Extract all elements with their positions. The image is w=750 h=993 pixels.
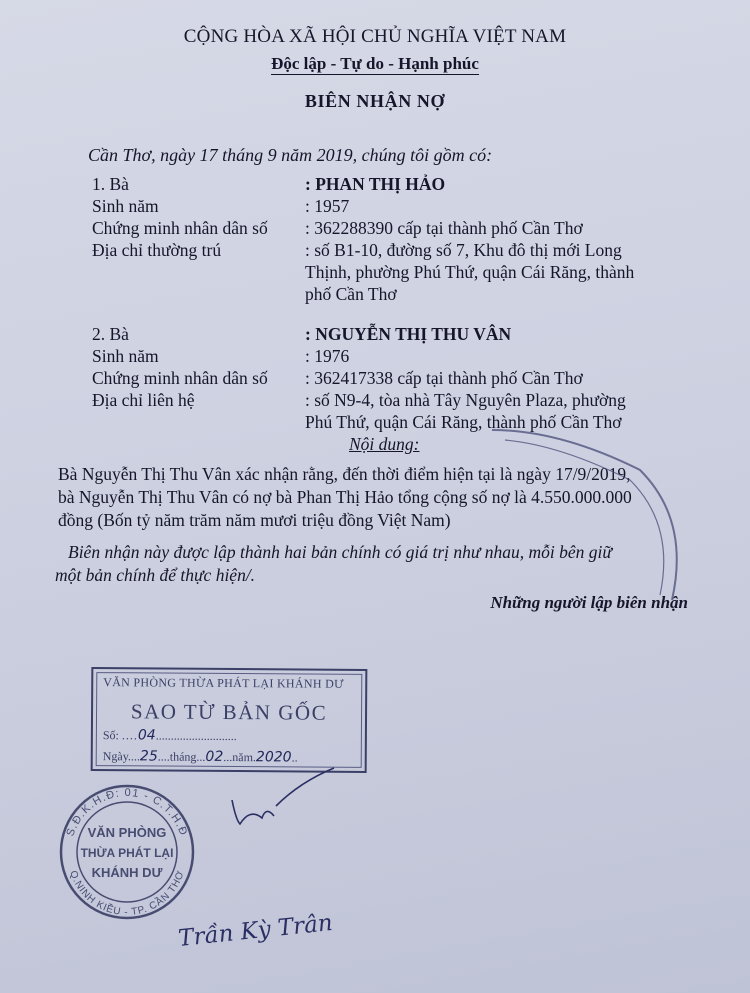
party2-address-line2: Phú Thứ, quận Cái Răng, thành phố Cần Thơ bbox=[305, 412, 622, 432]
document-title: BIÊN NHẬN NỢ bbox=[304, 91, 446, 111]
copy-stamp-date-row: Ngày....25....tháng...02...năm.2020.. bbox=[102, 748, 298, 766]
partial-seal-mark bbox=[492, 430, 677, 600]
content-heading: Nội dung: bbox=[349, 434, 420, 454]
party1-address-line2: Thịnh, phường Phú Thứ, quận Cái Răng, thành bbox=[305, 262, 635, 282]
national-name: CỘNG HÒA XÃ HỘI CHỦ NGHĨA VIỆT NAM bbox=[183, 26, 567, 47]
party1-label-address: Địa chỉ thường trú bbox=[92, 240, 222, 260]
signers-caption: Những người lập biên nhận bbox=[490, 593, 688, 612]
party1-address-line1: : số B1-10, đường số 7, Khu đô thị mới Long bbox=[305, 240, 622, 260]
party1-name: : PHAN THỊ HẢO bbox=[305, 174, 446, 194]
party2-birth: : 1976 bbox=[305, 346, 350, 366]
copy-stamp-title: SAO TỪ BẢN GỐC bbox=[130, 699, 328, 725]
copy-stamp-number-label: Số: bbox=[102, 728, 119, 743]
content-line-4: Biên nhận này được lập thành hai bản chính có giá trị như nhau, mỗi bên giữ bbox=[68, 542, 612, 562]
round-seal-outer-text: S.Đ.K.H.Đ: 01 - C.T.H.Đ bbox=[64, 786, 190, 838]
content-line-5: một bản chính để thực hiện/. bbox=[55, 565, 256, 585]
copy-stamp-month: 02 bbox=[205, 748, 224, 765]
content-line-3: đồng (Bốn tỷ năm trăm năm mươi triệu đồng Việt Nam) bbox=[58, 510, 451, 530]
party1-label-person: 1. Bà bbox=[92, 174, 129, 194]
party2-label-birth: Sinh năm bbox=[92, 346, 159, 366]
motto-text: Độc lập - Tự do - Hạnh phúc bbox=[271, 54, 479, 73]
party2-label-address: Địa chỉ liên hệ bbox=[92, 390, 195, 410]
copy-stamp-number-row: Số: ....04........................... bbox=[102, 727, 237, 744]
copy-stamp-year-label: năm bbox=[232, 750, 254, 765]
signature-strokes bbox=[232, 768, 334, 824]
copy-stamp-office: VĂN PHÒNG THỪA PHÁT LẠI KHÁNH DƯ bbox=[103, 675, 344, 691]
round-office-seal bbox=[61, 786, 193, 918]
party1-birth: : 1957 bbox=[305, 196, 350, 216]
party2-label-person: 2. Bà bbox=[92, 324, 129, 344]
party2-address-line1: : số N9-4, tòa nhà Tây Nguyên Plaza, phường bbox=[305, 390, 626, 410]
round-seal-line-1: VĂN PHÒNG bbox=[87, 825, 167, 840]
round-seal-line-2: THỪA PHÁT LẠI bbox=[80, 846, 174, 860]
notary-signature: Trần Kỳ Trân bbox=[177, 909, 334, 953]
intro-line: Cần Thơ, ngày 17 tháng 9 năm 2019, chúng tôi gồm có: bbox=[88, 145, 493, 165]
party1-address-line3: phố Cần Thơ bbox=[305, 284, 397, 304]
party1-label-birth: Sinh năm bbox=[92, 196, 159, 216]
copy-stamp-month-label: tháng bbox=[169, 749, 197, 764]
round-seal-line-3: KHÁNH DƯ bbox=[91, 865, 163, 880]
copy-stamp-year: 2020 bbox=[255, 749, 292, 766]
round-seal-bottom-text: Q.NINH KIỀU - TP. CẦN THƠ bbox=[67, 869, 187, 919]
copy-stamp-day: 25 bbox=[139, 748, 158, 765]
content-line-1: Bà Nguyễn Thị Thu Vân xác nhận rằng, đến thời điểm hiện tại là ngày 17/9/2019, bbox=[58, 464, 631, 484]
party2-name: : NGUYỄN THỊ THU VÂN bbox=[305, 324, 512, 344]
party2-label-id: Chứng minh nhân dân số bbox=[92, 368, 268, 388]
party1-label-id: Chứng minh nhân dân số bbox=[92, 218, 268, 238]
content-line-2: bà Nguyễn Thị Thu Vân có nợ bà Phan Thị Hảo tổng cộng số nợ là 4.550.000.000 bbox=[58, 487, 632, 507]
party1-id: : 362288390 cấp tại thành phố Cần Thơ bbox=[305, 218, 583, 238]
copy-stamp-day-label: Ngày bbox=[102, 749, 129, 764]
party2-id: : 362417338 cấp tại thành phố Cần Thơ bbox=[305, 368, 583, 388]
copy-stamp-number-value: 04 bbox=[137, 727, 156, 744]
